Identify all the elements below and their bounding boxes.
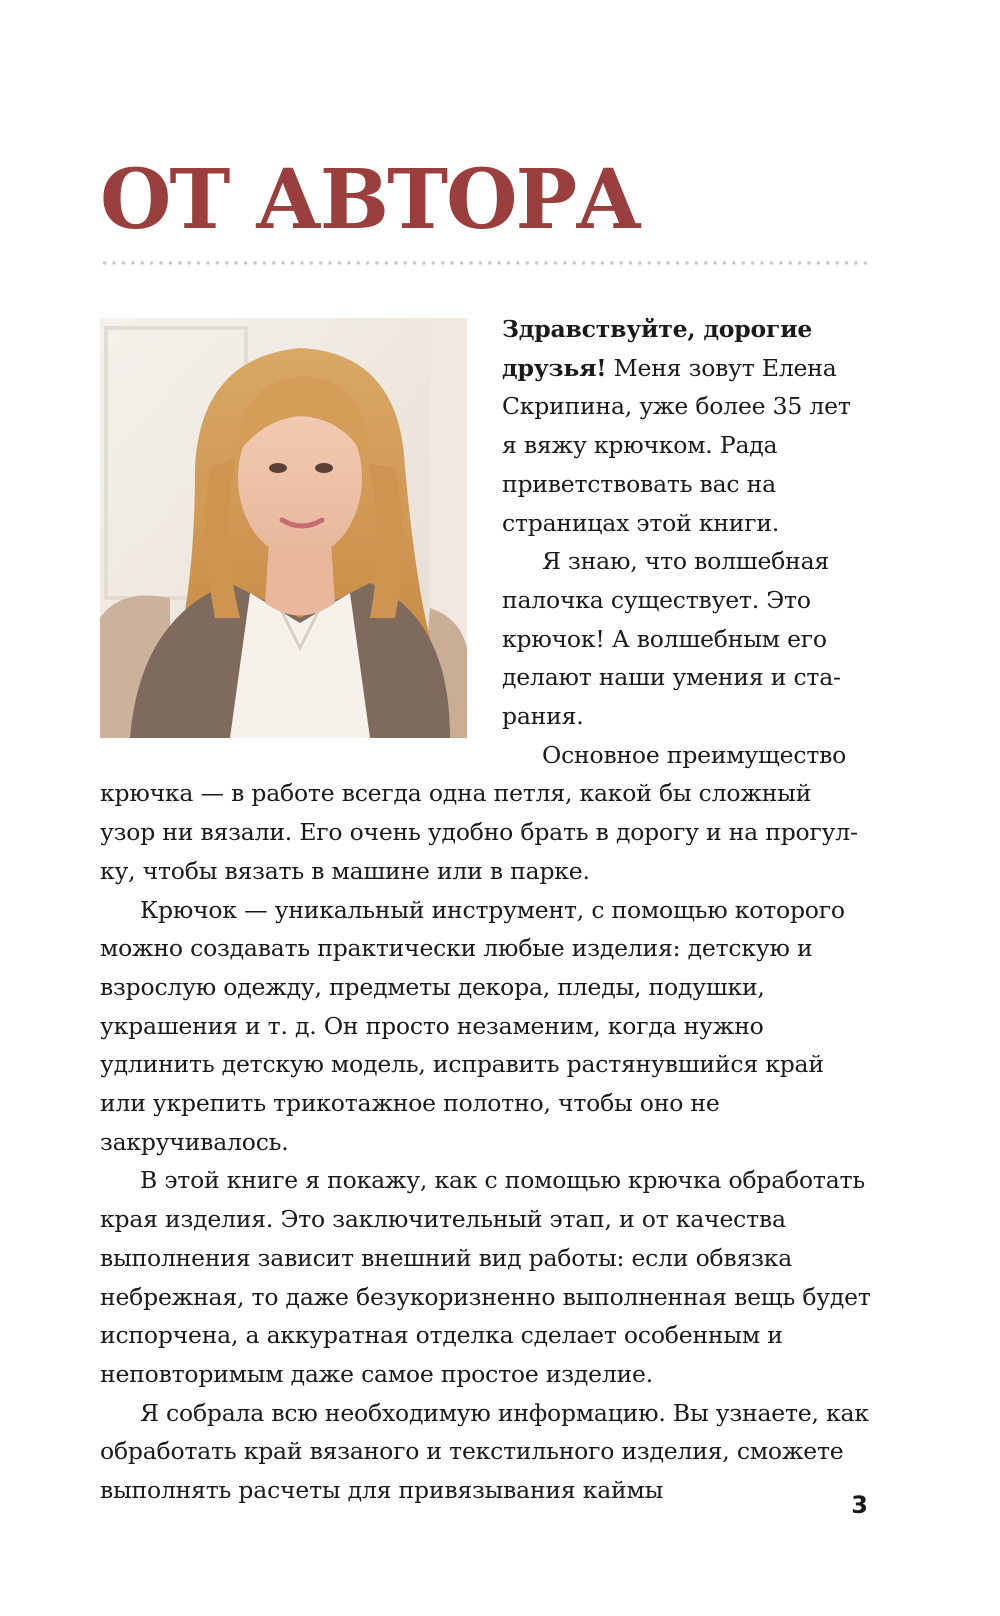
paragraph: Крючок — уникальный инструмент, с помощью которого можно создавать практически любые изделия: детскую и взрослую одежду, предметы декора, пледы, подушки, украшения и т. д. Он просто незаменим, когда нужно удлинить детскую модель, исправить растянувшийся край или укрепить трикотажное полотно, чтобы оно не закручивалось. xyxy=(100,895,845,1156)
dotted-divider xyxy=(100,260,870,266)
greeting-text: Здравствуйте, дорогие друзья! xyxy=(502,315,813,382)
paragraph: Я знаю, что волшебная палочка существует. Это крючок! А волшебным его делают наши умения и старания. xyxy=(502,547,841,731)
intro-text: Меня зовут Елена Скрипина, уже более 35 лет я вяжу крючком. Рада приветствовать вас на страницах этой книги. xyxy=(502,353,851,537)
article-text xyxy=(100,310,872,1510)
paragraph: В этой книге я покажу, как с помощью крючка обработать края изделия. Это заключительный этап, и от качества выполнения зависит внешний вид работы: если обвязка небрежная, то даже безукоризненно выполненная вещь будет испорчена, а аккуратная отделка сделает особенным и неповторимым даже самое простое изделие. xyxy=(100,1166,871,1388)
page-number: 3 xyxy=(851,1491,868,1519)
page-title: ОТ АВТОРА xyxy=(100,152,640,248)
paragraph: Я собрала всю необходимую информацию. Вы узнаете, как обработать край вязаного и текстильного изделия, сможете выполнять расчеты для привязывания каймы xyxy=(100,1398,869,1505)
photo-spacer xyxy=(100,318,502,738)
paragraph: Основное преимущество крючка — в работе всегда одна петля, какой бы сложный узор ни вязали. Его очень удобно брать в дорогу и на прогулку, чтобы вязать в машине или в парке. xyxy=(100,740,858,885)
